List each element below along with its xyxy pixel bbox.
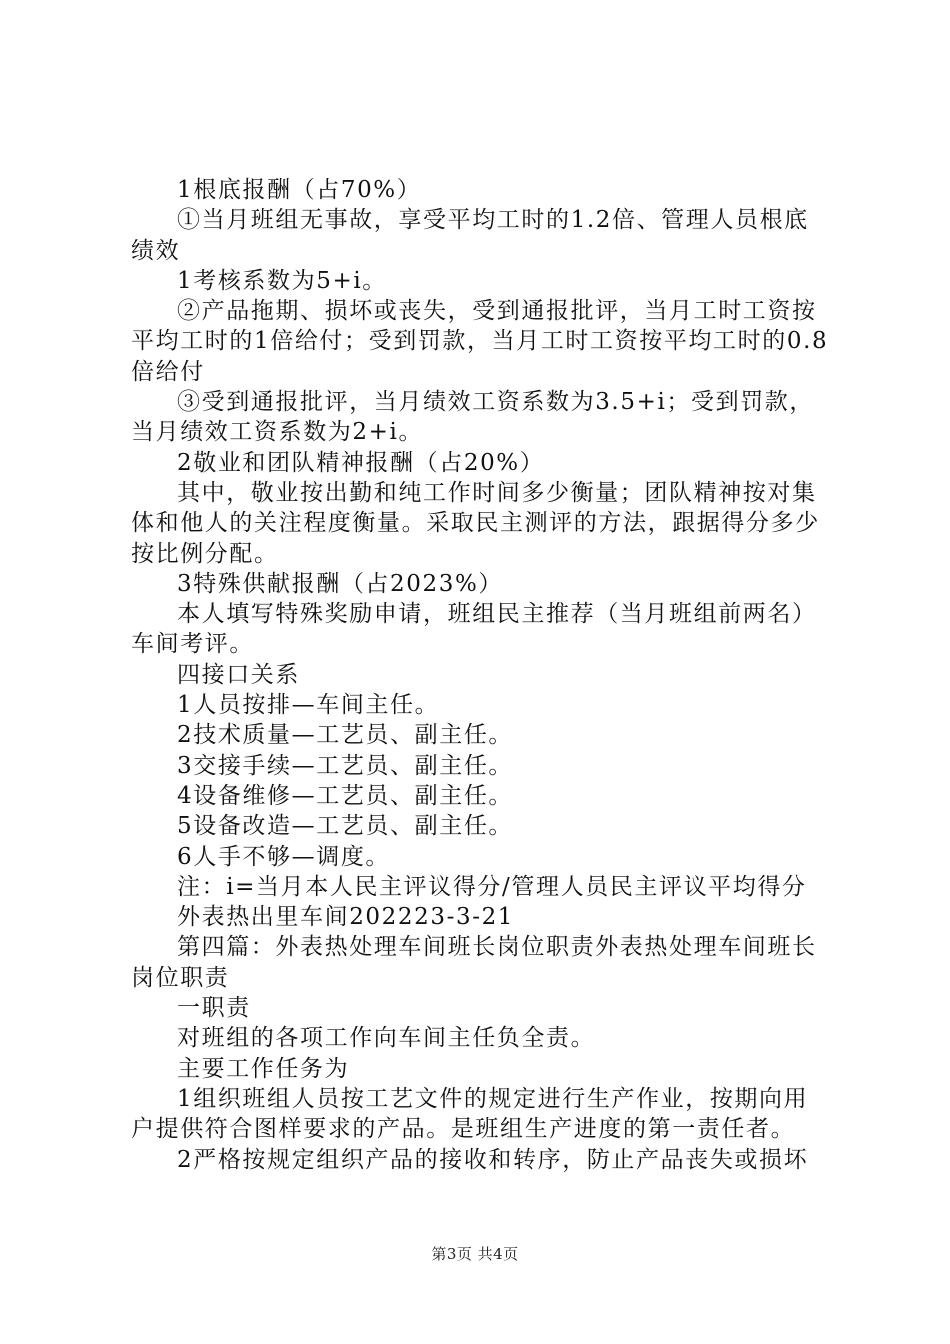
document-body <box>131 175 831 1175</box>
paragraph: 4设备维修—工艺员、副主任。 <box>177 782 514 809</box>
page-footer: 第3页 共4页 <box>431 1245 519 1263</box>
paragraph: 5设备改造—工艺员、副主任。 <box>177 813 514 840</box>
paragraph: 四接口关系 <box>177 661 300 688</box>
paragraph: ③受到通报批评，当月绩效工资系数为3.5+i；受到罚款，当月绩效工资系数为2+i。 <box>131 389 815 446</box>
paragraph: ①当月班组无事故，享受平均工时的1.2倍、管理人员根底绩效 <box>131 207 809 264</box>
paragraph: 其中，敬业按出勤和纯工作时间多少衡量；团队精神按对集体和他人的关注程度衡量。采取民主测评的方法，跟据得分多少按比例分配。 <box>131 479 820 567</box>
paragraph: 注：i=当月本人民主评议得分/管理人员民主评议平均得分 <box>177 873 807 900</box>
paragraph: 2敬业和团队精神报酬（占20%） <box>177 449 545 476</box>
paragraph: 1组织班组人员按工艺文件的规定进行生产作业，按期向用户提供符合图样要求的产品。是班组生产进度的第一责任者。 <box>131 1085 809 1143</box>
paragraph: 1人员按排—车间主任。 <box>177 692 440 719</box>
paragraph: 一职责 <box>177 995 251 1022</box>
paragraph: ②产品拖期、损坏或丧失，受到通报批评，当月工时工资按平均工时的1倍给付；受到罚款，当月工时工资按平均工时的0.8倍给付 <box>131 298 829 385</box>
paragraph: 1根底报酬（占70%） <box>177 177 422 203</box>
paragraph: 6人手不够—调度。 <box>177 843 391 870</box>
paragraph: 第四篇：外表热处理车间班长岗位职责外表热处理车间班长岗位职责 <box>131 934 817 991</box>
paragraph: 对班组的各项工作向车间主任负全责。 <box>177 1025 596 1052</box>
paragraph: 3交接手续—工艺员、副主任。 <box>177 752 514 779</box>
paragraph: 2技术质量—工艺员、副主任。 <box>177 722 514 749</box>
paragraph: 2严格按规定组织产品的接收和转序，防止产品丧失或损坏 <box>177 1146 809 1173</box>
paragraph: 3特殊供献报酬（占2023%） <box>177 570 504 597</box>
paragraph: 本人填写特殊奖励申请，班组民主推荐（当月班组前两名）车间考评。 <box>131 601 817 658</box>
paragraph: 外表热出里车间202223-3-21 <box>177 904 515 931</box>
paragraph: 主要工作任务为 <box>177 1055 350 1082</box>
paragraph: 1考核系数为5+i。 <box>177 267 387 294</box>
